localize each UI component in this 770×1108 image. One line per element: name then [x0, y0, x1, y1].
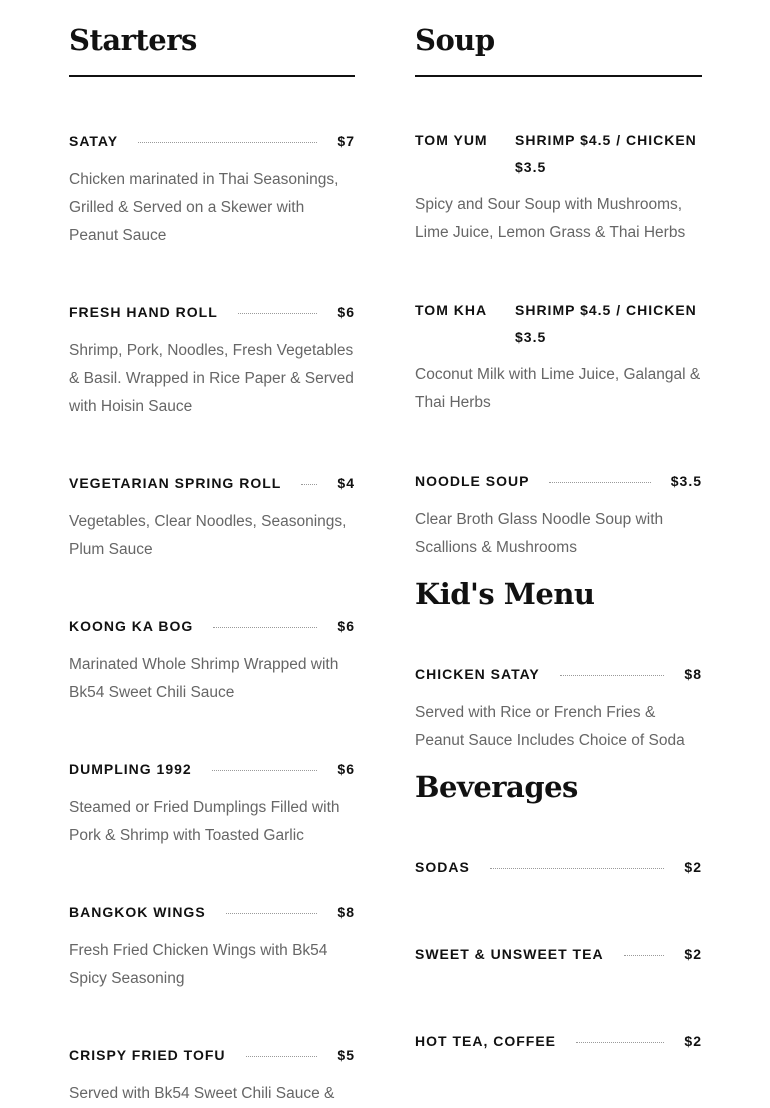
starters-rule	[69, 75, 355, 77]
leader-dots	[490, 868, 665, 869]
item-name: KOONG KA BOG	[69, 618, 194, 634]
menu-item	[69, 131, 355, 250]
item-price: $6	[337, 761, 355, 777]
item-price: $8	[337, 904, 355, 920]
menu-item	[69, 1045, 355, 1108]
item-price: $2	[684, 859, 702, 875]
leader-dots	[212, 770, 318, 771]
menu-item	[415, 664, 702, 755]
item-description: Chicken marinated in Thai Seasonings, Grilled & Served on a Skewer with Peanut Sauce	[69, 171, 339, 244]
item-description: Coconut Milk with Lime Juice, Galangal & Thai Herbs	[415, 366, 701, 411]
item-description: Marinated Whole Shrimp Wrapped with Bk54 Sweet Chili Sauce	[69, 656, 339, 701]
leader-dots	[624, 955, 665, 956]
item-price: $6	[337, 618, 355, 634]
item-name: NOODLE SOUP	[415, 473, 530, 489]
item-price: $8	[684, 666, 702, 682]
item-name: HOT TEA, COFFEE	[415, 1033, 556, 1049]
soup-title: Soup	[415, 23, 495, 57]
leader-dots	[549, 482, 650, 483]
menu-item	[69, 616, 355, 707]
leader-dots	[246, 1056, 318, 1057]
item-price: $7	[337, 133, 355, 149]
menu-item	[415, 1031, 702, 1051]
leader-dots	[576, 1042, 664, 1043]
item-price: $6	[337, 304, 355, 320]
menu-item	[69, 759, 355, 850]
item-description: Shrimp, Pork, Noodles, Fresh Vegetables & Basil. Wrapped in Rice Paper & Served with Hoisin Sauce	[69, 342, 354, 415]
item-description: Clear Broth Glass Noodle Soup with Scallions & Mushrooms	[415, 511, 664, 556]
menu-item	[415, 127, 702, 247]
item-description: Served with Rice or French Fries & Peanut Sauce Includes Choice of Soda	[415, 704, 685, 749]
menu-item	[69, 902, 355, 993]
item-name: VEGETARIAN SPRING ROLL	[69, 475, 282, 491]
kids-menu-title: Kid's Menu	[415, 577, 595, 611]
item-description: Spicy and Sour Soup with Mushrooms, Lime Juice, Lemon Grass & Thai Herbs	[415, 196, 686, 241]
leader-dots	[226, 913, 318, 914]
item-price: $2	[684, 1033, 702, 1049]
leader-dots	[301, 484, 317, 485]
leader-dots	[138, 142, 317, 143]
item-price: SHRIMP $4.5 / CHICKEN $3.5	[515, 302, 697, 345]
item-name: SWEET & UNSWEET TEA	[415, 946, 604, 962]
item-name: FRESH HAND ROLL	[69, 304, 218, 320]
leader-dots	[213, 627, 317, 628]
soup-rule	[415, 75, 702, 77]
item-price: SHRIMP $4.5 / CHICKEN $3.5	[515, 132, 697, 175]
item-name: TOM YUM	[415, 132, 488, 148]
item-description: Vegetables, Clear Noodles, Seasonings, Plum Sauce	[69, 513, 347, 558]
item-description: Steamed or Fried Dumplings Filled with Pork & Shrimp with Toasted Garlic	[69, 799, 340, 844]
item-name: SODAS	[415, 859, 470, 875]
item-price: $2	[684, 946, 702, 962]
menu-item	[415, 857, 702, 877]
item-description: Served with Bk54 Sweet Chili Sauce &	[69, 1085, 335, 1102]
item-name: CHICKEN SATAY	[415, 666, 540, 682]
leader-dots	[238, 313, 318, 314]
item-price: $3.5	[670, 473, 702, 489]
menu-item	[69, 302, 355, 421]
starters-title: Starters	[69, 23, 197, 57]
item-name: BANGKOK WINGS	[69, 904, 206, 920]
beverages-title: Beverages	[415, 770, 578, 804]
item-price: $5	[337, 1047, 355, 1063]
item-name: CRISPY FRIED TOFU	[69, 1047, 226, 1063]
menu-item	[415, 297, 702, 417]
item-description: Fresh Fried Chicken Wings with Bk54 Spicy Seasoning	[69, 942, 328, 987]
item-name: TOM KHA	[415, 302, 488, 318]
item-name: DUMPLING 1992	[69, 761, 192, 777]
item-name: SATAY	[69, 133, 119, 149]
menu-item	[415, 471, 702, 562]
item-price: $4	[337, 475, 355, 491]
leader-dots	[560, 675, 665, 676]
menu-item	[415, 944, 702, 964]
menu-item	[69, 473, 355, 564]
